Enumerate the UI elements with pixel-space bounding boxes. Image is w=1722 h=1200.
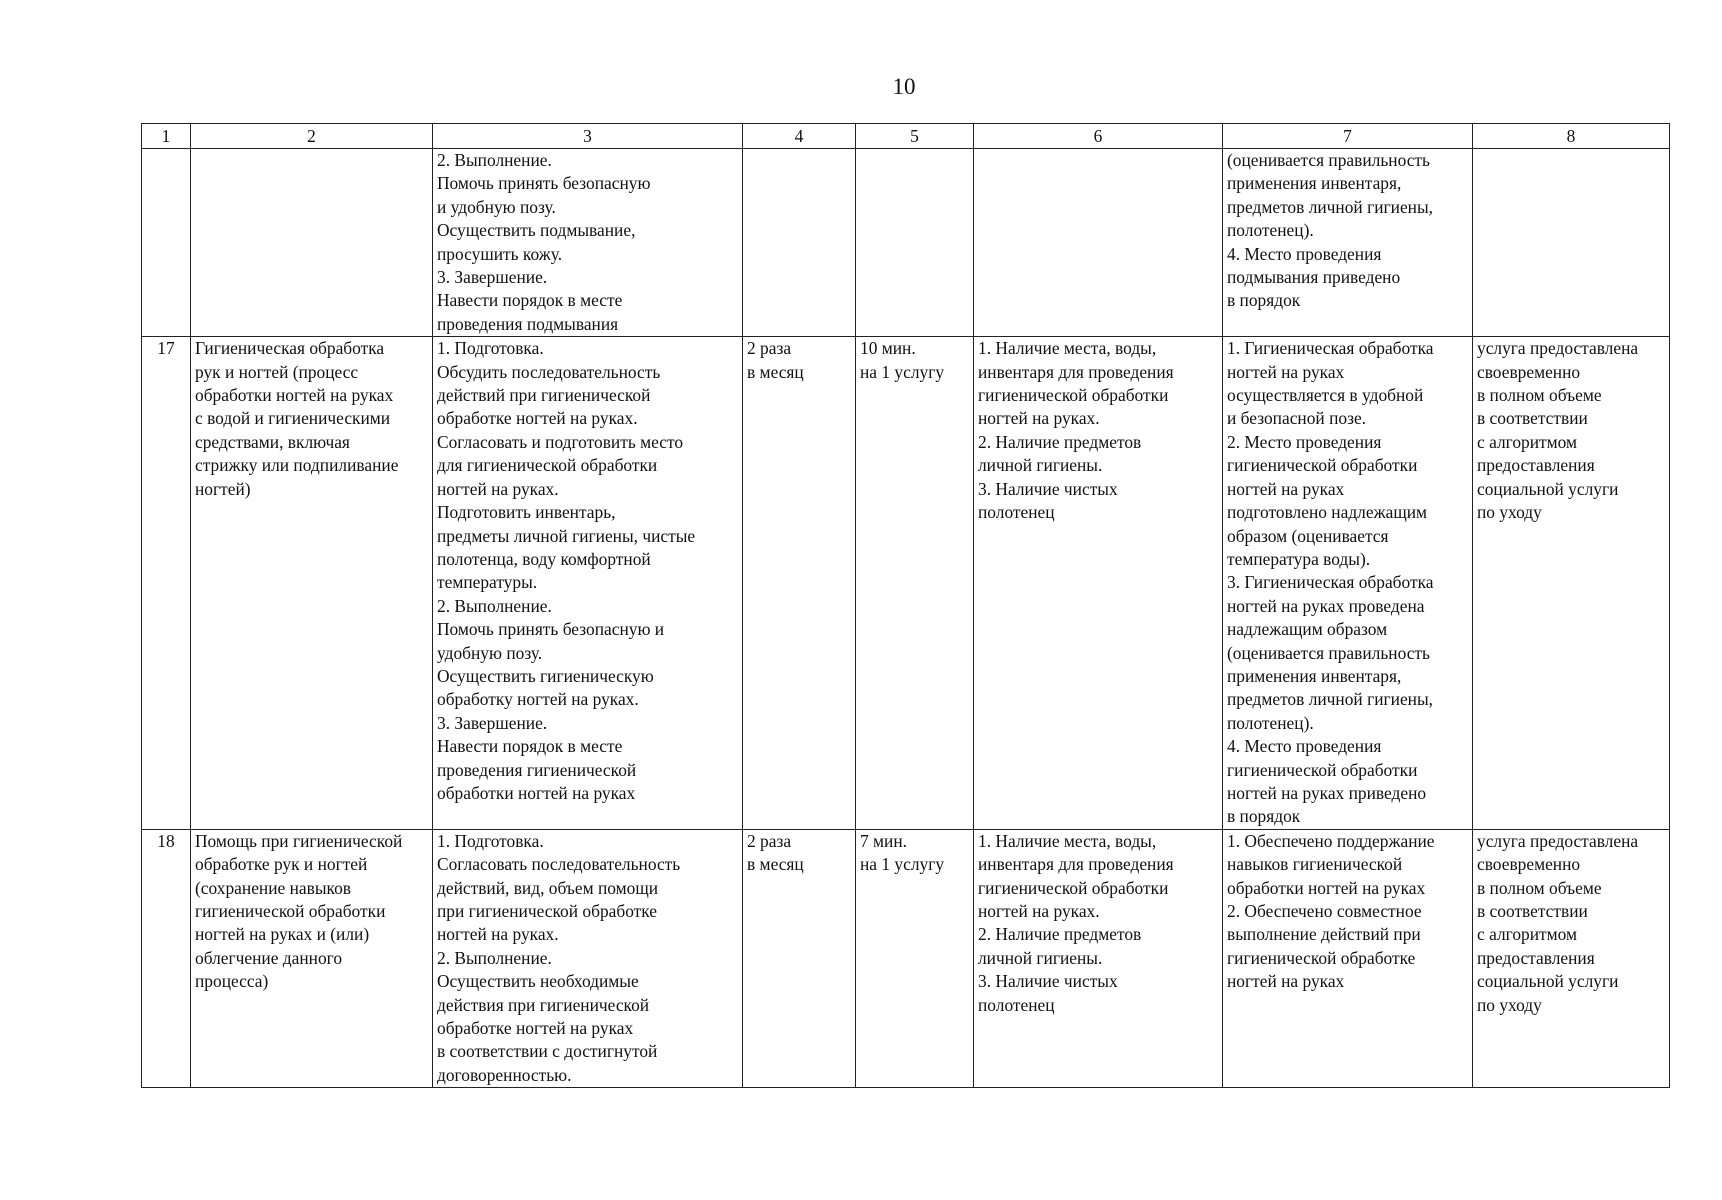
cell-line: просушить кожу. (437, 243, 563, 264)
cell-line: действий при гигиенической (437, 385, 651, 406)
cell-line: средствами, включая (195, 431, 350, 452)
cell-line: Согласовать последовательность (437, 854, 681, 875)
cell-line: услуга предоставлена (1477, 338, 1639, 359)
cell-line: гигиенической обработки (1227, 759, 1418, 780)
cell-line: Обсудить последовательность (437, 361, 661, 382)
cell-line: инвентаря для проведения (978, 854, 1174, 875)
cell-line: 4. Место проведения (1227, 736, 1382, 757)
service-steps-cell (433, 149, 743, 337)
cell-line: полотенец (978, 994, 1055, 1015)
cell-line: 2. Обеспечено совместное (1227, 901, 1422, 921)
services-table (141, 123, 1670, 1088)
cell-line: 1. Подготовка. (437, 830, 544, 851)
quality-indicators-cell (1223, 337, 1473, 830)
cell-line: в соответствии с достигнутой (437, 1041, 658, 1062)
cell-line: 2 раза (747, 830, 792, 851)
cell-line: своевременно (1477, 361, 1581, 382)
column-header: 4 (743, 124, 856, 149)
row-number-cell: 17 (142, 337, 191, 830)
evaluation-cell (1473, 337, 1670, 830)
cell-line: ногтей на руках (1227, 971, 1345, 992)
cell-line: проведения гигиенической (437, 759, 637, 780)
cell-line: и удобную позу. (437, 196, 556, 217)
service-steps-cell (433, 337, 743, 830)
cell-line: Помочь принять безопасную (437, 173, 651, 194)
cell-line: ногтей на руках (1227, 361, 1345, 382)
cell-line: по уходу (1477, 994, 1542, 1015)
cell-line: полотенец). (1227, 712, 1314, 733)
cell-line: социальной услуги (1477, 971, 1619, 992)
cell-line: с алгоритмом (1477, 431, 1577, 452)
header-row (142, 124, 1670, 149)
cell-line: (оценивается правильность (1227, 150, 1430, 170)
cell-line: обработке рук и ногтей (195, 854, 368, 875)
cell-line: рук и ногтей (процесс (195, 361, 359, 382)
column-header: 1 (142, 124, 191, 149)
cell-line: обработки ногтей на руках (1227, 877, 1426, 898)
table-row (142, 149, 1670, 337)
cell-line: своевременно (1477, 854, 1581, 875)
conditions-cell (974, 149, 1223, 337)
cell-line: при гигиенической обработке (437, 901, 658, 921)
cell-line: обработки ногтей на руках (437, 782, 636, 803)
cell-line: инвентаря для проведения (978, 361, 1174, 382)
cell-line: 1. Гигиеническая обработка (1227, 338, 1434, 359)
cell-line: 2 раза (747, 338, 792, 359)
cell-line: в месяц (747, 361, 804, 382)
column-header: 7 (1223, 124, 1473, 149)
cell-line: с алгоритмом (1477, 924, 1577, 945)
cell-line: 2. Выполнение. (437, 947, 552, 968)
cell-line: стрижку или подпиливание (195, 455, 399, 476)
cell-line: применения инвентаря, (1227, 173, 1402, 194)
row-number-cell: 18 (142, 829, 191, 1087)
cell-line: с водой и гигиеническими (195, 408, 391, 429)
cell-line: Навести порядок в месте (437, 736, 623, 757)
conditions-cell (974, 829, 1223, 1087)
cell-line: Помощь при гигиенической (195, 830, 403, 851)
cell-line: на 1 услугу (860, 361, 945, 382)
cell-line: полотенец (978, 502, 1055, 523)
cell-line: Навести порядок в месте (437, 290, 623, 311)
frequency-cell (743, 337, 856, 830)
cell-line: обработки ногтей на руках (195, 385, 394, 406)
cell-line: процесса) (195, 971, 269, 992)
duration-cell (856, 337, 974, 830)
cell-line: ногтей на руках (1227, 478, 1345, 499)
conditions-cell (974, 337, 1223, 830)
cell-line: 4. Место проведения (1227, 243, 1382, 264)
column-header: 2 (191, 124, 433, 149)
cell-line: ногтей на руках и (или) (195, 924, 370, 945)
cell-line: полотенец). (1227, 220, 1314, 241)
cell-line: температура воды). (1227, 548, 1371, 569)
cell-line: 2. Наличие предметов (978, 431, 1142, 452)
page-number: 10 (892, 74, 916, 99)
cell-line: ногтей на руках. (437, 478, 559, 499)
cell-line: в полном объеме (1477, 877, 1602, 898)
cell-line: 2. Место проведения (1227, 431, 1382, 452)
cell-line: личной гигиены. (978, 947, 1103, 968)
cell-line: Подготовить инвентарь, (437, 502, 616, 523)
cell-line: 2. Выполнение. (437, 595, 552, 616)
cell-line: ногтей на руках приведено (1227, 782, 1427, 803)
quality-indicators-cell (1223, 829, 1473, 1087)
frequency-cell (743, 149, 856, 337)
cell-line: в полном объеме (1477, 385, 1602, 406)
cell-line: гигиенической обработки (978, 385, 1169, 406)
service-name-cell (191, 829, 433, 1087)
cell-line: обработке ногтей на руках (437, 1018, 634, 1039)
cell-line: в соответствии (1477, 901, 1588, 921)
column-header: 3 (433, 124, 743, 149)
service-name-cell (191, 337, 433, 830)
cell-line: на 1 услугу (860, 854, 945, 875)
cell-line: для гигиенической обработки (437, 455, 658, 476)
duration-cell (856, 149, 974, 337)
cell-line: личной гигиены. (978, 455, 1103, 476)
cell-line: в месяц (747, 854, 804, 875)
cell-line: Согласовать и подготовить место (437, 431, 684, 452)
cell-line: 7 мин. (860, 830, 908, 851)
cell-line: (оценивается правильность (1227, 642, 1430, 663)
cell-line: в порядок (1227, 806, 1301, 827)
cell-line: 10 мин. (860, 338, 916, 359)
cell-line: ногтей на руках проведена (1227, 595, 1425, 616)
cell-line: ногтей на руках. (978, 901, 1100, 921)
cell-line: договоренностью. (437, 1064, 572, 1085)
cell-line: Осуществить необходимые (437, 971, 639, 992)
table-row (142, 337, 1670, 830)
cell-line: облегчение данного (195, 947, 343, 968)
cell-line: Помочь принять безопасную и (437, 619, 665, 640)
cell-line: 3. Завершение. (437, 712, 548, 733)
cell-line: гигиенической обработки (1227, 455, 1418, 476)
cell-line: 2. Выполнение. (437, 150, 552, 170)
cell-line: (сохранение навыков (195, 877, 351, 898)
cell-line: удобную позу. (437, 642, 543, 663)
cell-line: гигиенической обработке (1227, 947, 1416, 968)
cell-line: надлежащим образом (1227, 619, 1388, 640)
cell-line: в порядок (1227, 290, 1301, 311)
cell-line: предоставления (1477, 947, 1595, 968)
cell-line: в соответствии (1477, 408, 1588, 429)
cell-line: 3. Наличие чистых (978, 971, 1118, 992)
cell-line: социальной услуги (1477, 478, 1619, 499)
cell-line: подготовлено надлежащим (1227, 502, 1428, 523)
service-name-cell (191, 149, 433, 337)
cell-line: гигиенической обработки (978, 877, 1169, 898)
cell-line: навыков гигиенической (1227, 854, 1403, 875)
duration-cell (856, 829, 974, 1087)
cell-line: 1. Подготовка. (437, 338, 544, 359)
cell-line: 3. Наличие чистых (978, 478, 1118, 499)
quality-indicators-cell (1223, 149, 1473, 337)
cell-line: предметов личной гигиены, (1227, 689, 1434, 710)
frequency-cell (743, 829, 856, 1087)
cell-line: образом (оценивается (1227, 525, 1389, 546)
cell-line: ногтей на руках. (978, 408, 1100, 429)
cell-line: ногтей) (195, 478, 251, 499)
cell-line: действия при гигиенической (437, 994, 650, 1015)
row-number-cell (142, 149, 191, 337)
cell-line: предметов личной гигиены, (1227, 196, 1434, 217)
cell-line: 2. Наличие предметов (978, 924, 1142, 945)
column-header: 5 (856, 124, 974, 149)
cell-line: подмывания приведено (1227, 267, 1401, 288)
cell-line: Гигиеническая обработка (195, 338, 385, 359)
cell-line: 3. Завершение. (437, 267, 548, 288)
cell-line: ногтей на руках. (437, 924, 559, 945)
column-header: 6 (974, 124, 1223, 149)
cell-line: 1. Обеспечено поддержание (1227, 830, 1435, 851)
evaluation-cell (1473, 829, 1670, 1087)
cell-line: по уходу (1477, 502, 1542, 523)
column-header: 8 (1473, 124, 1670, 149)
cell-line: 3. Гигиеническая обработка (1227, 572, 1434, 593)
cell-line: обработку ногтей на руках. (437, 689, 639, 710)
cell-line: предметы личной гигиены, чистые (437, 525, 696, 546)
cell-line: проведения подмывания (437, 313, 619, 334)
cell-line: действий, вид, объем помощи (437, 877, 659, 898)
cell-line: температуры. (437, 572, 538, 593)
cell-line: гигиенической обработки (195, 901, 386, 921)
service-steps-cell (433, 829, 743, 1087)
cell-line: и безопасной позе. (1227, 408, 1367, 429)
cell-line: 1. Наличие места, воды, (978, 338, 1157, 359)
cell-line: осуществляется в удобной (1227, 385, 1424, 406)
cell-line: Осуществить гигиеническую (437, 665, 654, 686)
cell-line: услуга предоставлена (1477, 830, 1639, 851)
cell-line: предоставления (1477, 455, 1595, 476)
cell-line: выполнение действий при (1227, 924, 1421, 945)
cell-line: обработке ногтей на руках. (437, 408, 638, 429)
cell-line: применения инвентаря, (1227, 665, 1402, 686)
cell-line: 1. Наличие места, воды, (978, 830, 1157, 851)
cell-line: Осуществить подмывание, (437, 220, 636, 241)
cell-line: полотенца, воду комфортной (437, 548, 651, 569)
evaluation-cell (1473, 149, 1670, 337)
table-row (142, 829, 1670, 1087)
